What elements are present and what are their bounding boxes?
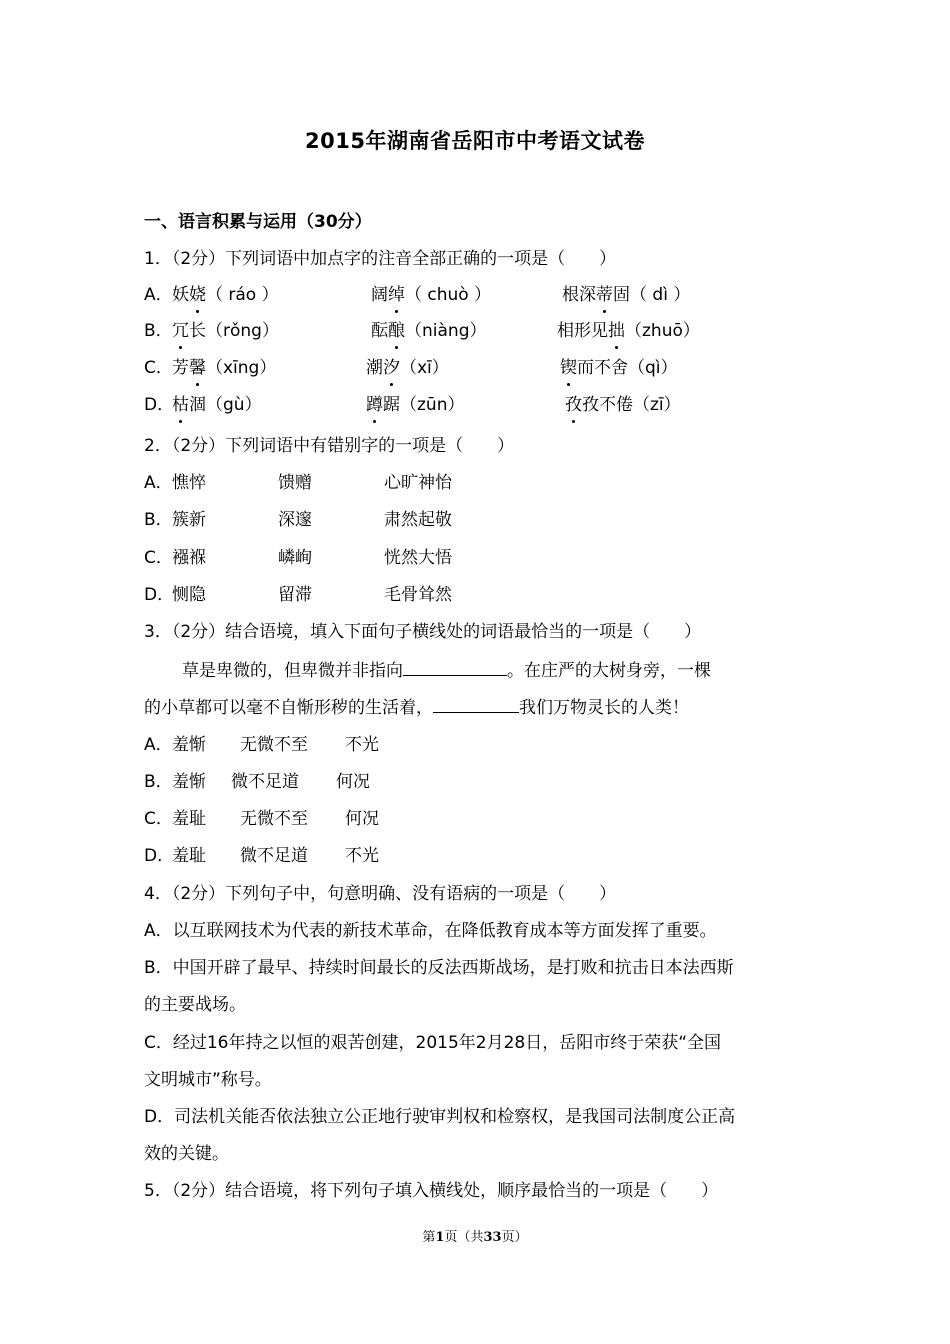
question-3-stem: 3．（2分）结合语境，填入下面句子横线处的词语最恰当的一项是（ ） [144,622,702,642]
q1-b-word-2: 酝酿（niàng） [371,321,487,341]
q1-option-c: C． 芳馨（xīng） 潮汐（xī） 锲而不舍（qì） [144,358,678,378]
q1-a-word-1: 妖娆（ ráo ） [172,285,279,305]
q1-c-word-3: 锲而不舍（qì） [560,358,678,378]
q3-option-d: D． 羞耻 微不足道 不光 [144,846,379,866]
q4-option-d-line-2: 效的关键。 [144,1144,229,1164]
q1-c-word-2: 潮汐（xī） [366,358,449,378]
question-5-stem: 5．（2分）结合语境，将下列句子填入横线处，顺序最恰当的一项是（ ） [144,1181,719,1201]
page-total: 33 [483,1230,502,1245]
question-1-stem: 1．（2分）下列词语中加点字的注音全部正确的一项是（ ） [144,249,617,269]
q1-b-word-3: 相形见拙（zhuō） [557,321,700,341]
q3-option-c: C． 羞耻 无微不至 何况 [144,809,379,829]
question-2-stem: 2．（2分）下列词语中有错别字的一项是（ ） [144,436,515,456]
q4-option-a: A．以互联网技术为代表的新技术革命，在降低教育成本等方面发挥了重要。 [144,921,717,941]
page-title: 2015年湖南省岳阳市中考语文试卷 [305,129,645,153]
q1-a-word-3: 根深蒂固（ dì ） [562,285,691,305]
q4-option-b-line-2: 的主要战场。 [144,995,246,1015]
q3-blank-2 [433,694,519,713]
page-footer: 第1页（共33页） [422,1230,528,1245]
q1-d-word-1: 枯涸（gù） [172,395,262,415]
q3-passage-line-1: 草是卑微的，但卑微并非指向 。在庄严的大树身旁，一棵 [182,657,711,683]
q1-b-word-1: 冗长（rǒng） [172,321,279,341]
q1-a-word-2: 阔绰（ chuò ） [371,285,492,305]
q4-option-b-line-1: B．中国开辟了最早、持续时间最长的反法西斯战场，是打败和抗击日本法西斯 [144,958,734,978]
q3-blank-1 [403,657,507,676]
q1-d-word-2: 蹲踞（zūn） [366,395,465,415]
q3-passage-line-2: 的小草都可以毫不自惭形秽的生活着， 我们万物灵长的人类！ [144,694,689,720]
q3-option-b: B． 羞惭 微不足道 何况 [144,772,370,792]
q3-option-a: A． 羞惭 无微不至 不光 [144,735,379,755]
q4-option-d-line-1: D．司法机关能否依法独立公正地行驶审判权和检察权，是我国司法制度公正高 [144,1107,736,1127]
question-4-stem: 4．（2分）下列句子中，句意明确、没有语病的一项是（ ） [144,884,617,904]
q1-c-word-1: 芳馨（xīng） [172,358,277,378]
q2-option-d: D． 恻隐 留滞 毛骨耸然 [144,585,452,605]
q4-option-c-line-1: C．经过16年持之以恒的艰苦创建，2015年2月28日，岳阳市终于荣获“全国 [144,1033,722,1053]
q1-d-word-3: 孜孜不倦（zī） [565,395,681,415]
section-heading: 一、语言积累与运用（30分） [144,212,372,232]
q2-option-c: C． 襁褓 嶙峋 恍然大悟 [144,548,452,568]
page-number: 1 [435,1230,445,1245]
q4-option-c-line-2: 文明城市”称号。 [144,1070,272,1090]
q1-option-b: B． 冗长（rǒng） 酝酿（niàng） 相形见拙（zhuō） [144,321,700,341]
q2-option-a: A． 憔悴 馈赠 心旷神怡 [144,473,452,493]
q2-option-b: B． 簇新 深邃 肃然起敬 [144,510,452,530]
q1-option-d: D． 枯涸（gù） 蹲踞（zūn） 孜孜不倦（zī） [144,395,681,415]
q1-option-a: A． 妖娆（ ráo ） 阔绰（ chuò ） 根深蒂固（ dì ） [144,285,691,305]
